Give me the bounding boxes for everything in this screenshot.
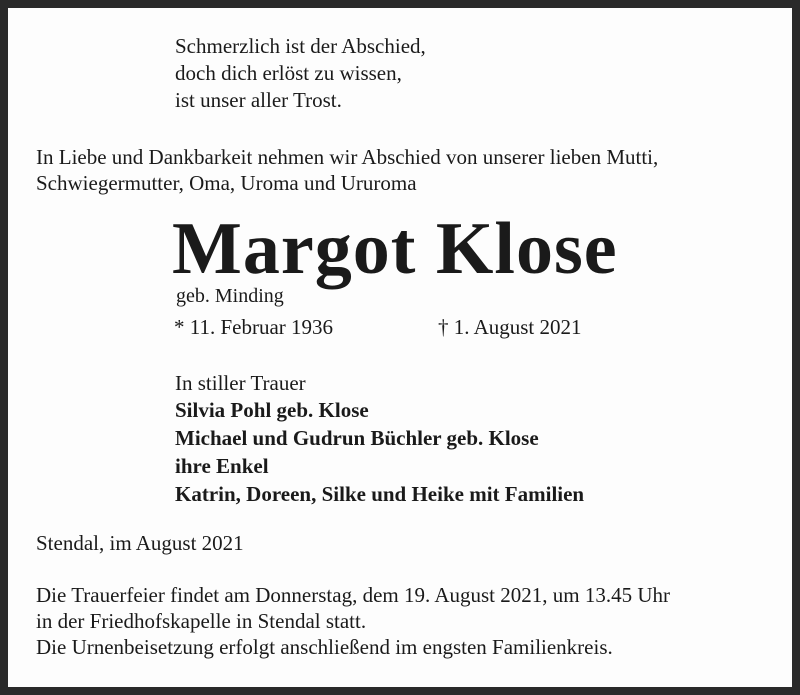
- motto-line-1: Schmerzlich ist der Abschied,: [175, 34, 426, 58]
- mourner-name: Michael und Gudrun Büchler geb. Klose: [175, 426, 539, 450]
- mourner-name: ihre Enkel: [175, 454, 269, 478]
- intro-line-2: Schwiegermutter, Oma, Uroma und Ururoma: [36, 171, 417, 195]
- funeral-line-1: Die Trauerfeier findet am Donnerstag, dem 19. August 2021, um 13.45 Uhr: [36, 583, 670, 607]
- funeral-line-2: in der Friedhofskapelle in Stendal statt.: [36, 609, 367, 633]
- death-date: † 1. August 2021: [438, 315, 582, 339]
- birth-date: * 11. Februar 1936: [174, 315, 334, 339]
- place-date: Stendal, im August 2021: [36, 531, 244, 555]
- funeral-line-3: Die Urnenbeisetzung erfolgt anschließend im engsten Familienkreis.: [36, 635, 613, 659]
- motto-line-3: ist unser aller Trost.: [175, 88, 342, 112]
- mourner-name: Silvia Pohl geb. Klose: [175, 398, 369, 422]
- mourner-name: Katrin, Doreen, Silke und Heike mit Familien: [175, 482, 585, 506]
- birth-name: geb. Minding: [176, 285, 284, 307]
- deceased-name: Margot Klose: [172, 208, 618, 290]
- intro-line-1: In Liebe und Dankbarkeit nehmen wir Abschied von unserer lieben Mutti,: [36, 145, 659, 169]
- mourners-heading: In stiller Trauer: [175, 371, 306, 395]
- motto-line-2: doch dich erlöst zu wissen,: [175, 61, 402, 85]
